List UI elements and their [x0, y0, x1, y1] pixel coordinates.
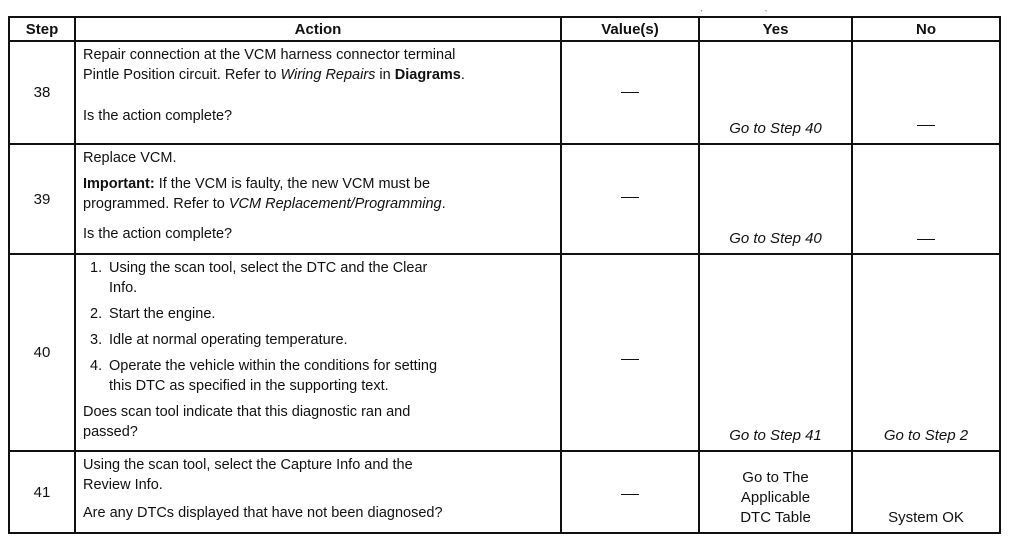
step-number: 38 — [9, 41, 75, 144]
question-text: Is the action complete? — [83, 108, 233, 124]
header-row — [9, 17, 1000, 41]
no-result: System OK — [888, 509, 964, 526]
yes-cell — [699, 254, 852, 451]
table-row — [9, 451, 1000, 533]
header-no: No — [852, 17, 1000, 41]
header-action: Action — [75, 17, 561, 41]
yes-result: Go to The Applicable DTC Table — [740, 469, 811, 526]
yes-cell — [699, 41, 852, 144]
no-cell — [852, 254, 1000, 451]
no-dash — [917, 125, 935, 126]
step-number: 40 — [9, 254, 75, 451]
question-text: Is the action complete? — [83, 226, 233, 242]
list-item: 1. Using the scan tool, select the DTC and the Clear Info. — [90, 260, 428, 296]
value-dash — [621, 92, 639, 93]
header-yes: Yes — [699, 17, 852, 41]
step-number: 39 — [9, 144, 75, 254]
yes-result: Go to Step 40 — [729, 120, 822, 137]
no-cell — [852, 41, 1000, 144]
action-text: Replace VCM. — [83, 150, 177, 166]
table-row — [9, 254, 1000, 451]
action-text: Repair connection at the VCM harness connector terminal Pintle Position circuit. Refer to Wiring Repairs in Diagrams. — [83, 47, 465, 83]
step-number: 41 — [9, 451, 75, 533]
action-cell — [75, 41, 561, 144]
value-cell — [561, 41, 699, 144]
yes-result: Go to Step 41 — [729, 427, 822, 444]
question-text: Does scan tool indicate that this diagnostic ran and passed? — [83, 404, 411, 440]
list-item: 2. Start the engine. — [90, 306, 216, 322]
question-text: Are any DTCs displayed that have not been diagnosed? — [83, 505, 443, 521]
value-cell — [561, 254, 699, 451]
value-dash — [621, 197, 639, 198]
action-cell — [75, 144, 561, 254]
yes-cell — [699, 144, 852, 254]
yes-cell — [699, 451, 852, 533]
yes-result: Go to Step 40 — [729, 230, 822, 247]
no-result: Go to Step 2 — [883, 427, 969, 444]
no-cell — [852, 144, 1000, 254]
action-text: Using the scan tool, select the Capture Info and the Review Info. — [83, 457, 413, 493]
action-cell — [75, 254, 561, 451]
action-cell — [75, 451, 561, 533]
header-step: Step — [9, 17, 75, 41]
list-item: 4. Operate the vehicle within the conditions for setting this DTC as specified in the supporting text. — [90, 358, 438, 394]
top-mark: ˏ ˎ — [700, 3, 798, 12]
table-row — [9, 144, 1000, 254]
important-note: Important: If the VCM is faulty, the new VCM must be programmed. Refer to VCM Replacement/Programming. — [83, 176, 446, 212]
no-cell — [852, 451, 1000, 533]
value-dash — [621, 494, 639, 495]
value-cell — [561, 144, 699, 254]
no-dash — [917, 239, 935, 240]
diagnostic-table — [8, 16, 1001, 534]
value-dash — [621, 359, 639, 360]
table-row — [9, 41, 1000, 144]
value-cell — [561, 451, 699, 533]
list-item: 3. Idle at normal operating temperature. — [90, 332, 348, 348]
header-values: Value(s) — [561, 17, 699, 41]
